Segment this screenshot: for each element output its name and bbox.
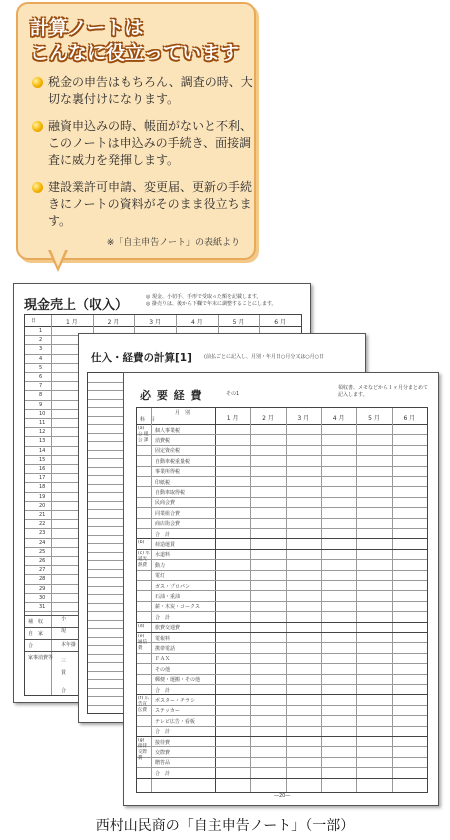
grid-line bbox=[137, 653, 427, 654]
grid-line bbox=[137, 632, 427, 633]
expense-item: 合 計 bbox=[155, 614, 171, 621]
expense-item: 消費税 bbox=[155, 437, 171, 444]
grid-line bbox=[137, 486, 427, 487]
doc1-title: 現金売上（収入） bbox=[24, 298, 129, 313]
section-label: (c) 水道光熱費 bbox=[138, 550, 150, 568]
expense-item: 動力 bbox=[155, 562, 166, 569]
day-number: 14 bbox=[39, 447, 46, 454]
day-number: 20 bbox=[39, 502, 46, 509]
grid-line bbox=[137, 601, 427, 602]
doc1-note: ◎ 掛売りは、後から下欄で年末に調整することにします。 bbox=[146, 301, 277, 307]
grid-line bbox=[137, 726, 427, 727]
expense-item: 電報料 bbox=[155, 635, 171, 642]
expense-item: 自動車税重量税 bbox=[155, 458, 191, 465]
doc2-title: 仕入・経費の計算[1] bbox=[91, 352, 192, 364]
necessary-expenses-sheet bbox=[123, 372, 439, 806]
figure-caption: 西村山民商の「自主申告ノート」（一部） bbox=[95, 818, 355, 834]
month-header: 6 月 bbox=[274, 319, 287, 326]
day-number: 12 bbox=[39, 429, 46, 436]
grid-line bbox=[137, 497, 427, 498]
callout-bullet-text: 税金の申告はもちろん、調査の時、大切な裏付けになります。 bbox=[48, 75, 253, 106]
callout-title-line2: こんなに役立っています bbox=[30, 42, 240, 64]
page-number: ―20― bbox=[274, 793, 291, 799]
grid-line bbox=[137, 611, 427, 612]
day-number: 19 bbox=[39, 493, 46, 500]
grid-line bbox=[137, 570, 427, 571]
expense-item: 電灯 bbox=[155, 573, 166, 580]
expense-item: 接待費 bbox=[155, 739, 171, 746]
day-number: 23 bbox=[39, 530, 46, 537]
day-number: 16 bbox=[39, 466, 46, 472]
grid-line bbox=[137, 590, 427, 591]
doc2-note: (前払ごとに記入し、月別・年月日○月分又は○月○日 bbox=[204, 354, 325, 360]
expense-item: 合 計 bbox=[155, 531, 171, 538]
day-number: 13 bbox=[39, 438, 46, 445]
expense-item: 薪・木炭・コークス bbox=[155, 604, 200, 611]
day-number: 6 bbox=[39, 374, 43, 380]
day-number: 27 bbox=[39, 567, 46, 574]
day-number: 4 bbox=[39, 355, 43, 362]
info-callout bbox=[16, 2, 256, 260]
bullet-dot-icon bbox=[32, 121, 43, 132]
callout-title-line1: 計算ノートは bbox=[30, 17, 144, 39]
grid-line bbox=[137, 466, 427, 467]
month-header: 3 月 bbox=[297, 415, 310, 422]
day-number: 1 bbox=[39, 328, 43, 334]
grid-line bbox=[137, 455, 427, 456]
expense-item: ガス・プロパン bbox=[155, 583, 191, 590]
expense-item: 荷造運賃 bbox=[155, 541, 176, 548]
side-label: 現 bbox=[61, 628, 67, 635]
doc3-subtitle: その1 bbox=[226, 391, 240, 397]
expense-item: 贈答品 bbox=[155, 760, 171, 767]
day-number: 28 bbox=[39, 576, 46, 583]
col-day-header: 日 bbox=[31, 318, 37, 324]
grid-line bbox=[137, 434, 427, 435]
expense-item: その他 bbox=[155, 666, 171, 673]
side-label: 合 bbox=[61, 688, 67, 695]
section-label: (g) 接待交際費 bbox=[138, 738, 147, 761]
section-label: (e) 通信費 bbox=[138, 634, 147, 651]
expense-item: 携帯電話 bbox=[155, 645, 176, 652]
month-header: 6 月 bbox=[403, 415, 416, 422]
day-number: 2 bbox=[39, 337, 43, 344]
header-item-label: 科 目 bbox=[140, 417, 156, 423]
grid-line bbox=[137, 778, 427, 779]
expense-item: ＦＡＸ bbox=[155, 656, 171, 663]
expense-item: 合 計 bbox=[155, 729, 171, 736]
day-number: 5 bbox=[39, 364, 43, 371]
section-label: (a) 公 租 公 課 bbox=[138, 426, 149, 443]
grid-line bbox=[137, 642, 427, 643]
expense-item: 事業所得税 bbox=[155, 469, 181, 476]
expense-item: 同業組合費 bbox=[155, 510, 181, 517]
grid-line bbox=[137, 507, 427, 508]
day-number: 30 bbox=[39, 594, 46, 601]
summary-label: 家事消費等 bbox=[28, 655, 54, 662]
grid-line bbox=[137, 549, 427, 550]
grid-line bbox=[137, 518, 427, 519]
expense-item: ポスター・チラシ bbox=[155, 697, 196, 704]
grid-line bbox=[137, 705, 427, 706]
expense-item: 商店街会費 bbox=[155, 521, 181, 528]
grid-line bbox=[137, 528, 427, 529]
grid-line bbox=[137, 476, 427, 477]
callout-title bbox=[30, 16, 244, 66]
callout-bullet bbox=[32, 74, 260, 108]
grid-line bbox=[137, 674, 427, 675]
doc1-note: ◎ 現金、小切手、手形で受取った額を記載します。 bbox=[146, 294, 262, 300]
month-header: 5 月 bbox=[232, 319, 245, 326]
grid-line bbox=[137, 767, 427, 768]
grid-line bbox=[137, 424, 427, 425]
expense-item: 民商会費 bbox=[155, 500, 176, 507]
grid-line bbox=[137, 580, 427, 581]
day-number: 3 bbox=[39, 346, 43, 353]
expense-item: 合 計 bbox=[155, 770, 171, 777]
grid-line bbox=[137, 445, 427, 446]
grid-line bbox=[137, 736, 427, 737]
bullet-dot-icon bbox=[32, 77, 43, 88]
month-header: 4 月 bbox=[190, 319, 203, 326]
day-number: 15 bbox=[39, 456, 46, 463]
day-number: 7 bbox=[39, 383, 43, 390]
day-number: 26 bbox=[39, 558, 46, 564]
month-header: 4 月 bbox=[332, 415, 345, 422]
grid-line bbox=[137, 715, 427, 716]
month-header: 3 月 bbox=[149, 319, 162, 326]
callout-bullet-text: 建設業許可申請、変更届、更新の手続きにノートの資料がそのまま役立ちます。 bbox=[48, 180, 253, 228]
bullet-dot-icon bbox=[32, 182, 43, 193]
callout-bullet bbox=[32, 179, 260, 230]
header-month-label: 月 別 bbox=[175, 410, 191, 416]
day-number: 18 bbox=[39, 484, 46, 491]
day-number: 11 bbox=[39, 420, 46, 426]
summary-label: 合 bbox=[28, 643, 34, 650]
side-label: 本年掛 bbox=[61, 642, 77, 649]
grid-line bbox=[137, 694, 427, 695]
doc3-note: 領収書、メモなどから１ヶ月分まとめて記入します。 bbox=[338, 385, 429, 398]
callout-source: ※「自主申告ノート」の表紙より bbox=[106, 238, 240, 248]
month-header: 2 月 bbox=[262, 415, 274, 422]
side-label: 賃 bbox=[61, 670, 67, 677]
grid-line bbox=[137, 559, 427, 560]
section-label: (d) bbox=[138, 623, 145, 629]
side-label: 三 bbox=[61, 658, 67, 665]
grid-line bbox=[137, 538, 427, 539]
grid-line bbox=[137, 663, 427, 664]
grid-line bbox=[137, 684, 427, 685]
callout-bullet bbox=[32, 118, 260, 169]
doc3-title: 必 要 経 費 bbox=[140, 389, 203, 402]
side-label: 小 bbox=[61, 616, 67, 623]
expense-item: 水道料 bbox=[155, 552, 171, 559]
day-number: 22 bbox=[39, 521, 46, 528]
day-number: 8 bbox=[39, 392, 43, 399]
grid-line bbox=[137, 746, 427, 747]
expense-item: テレビ広告・看板 bbox=[155, 718, 195, 725]
expense-item: 石油・重油 bbox=[155, 593, 181, 600]
month-header: 2 月 bbox=[107, 319, 120, 326]
grid-line bbox=[137, 622, 427, 623]
expense-item: 郵便・運搬・その他 bbox=[155, 677, 201, 684]
expenses-grid bbox=[136, 407, 428, 793]
day-number: 31 bbox=[39, 604, 46, 610]
day-number: 9 bbox=[39, 401, 43, 408]
callout-bullet-text: 融資申込みの時、帳面がないと不利、このノートは申込みの手続き、面接調査に威力を発揮します。 bbox=[48, 119, 253, 167]
day-number: 17 bbox=[39, 475, 46, 482]
day-number: 29 bbox=[39, 585, 46, 592]
month-header: 5 月 bbox=[368, 415, 380, 422]
expense-item: 自動車取得税 bbox=[155, 489, 186, 496]
day-number: 21 bbox=[39, 512, 46, 518]
expense-item: 合 計 bbox=[155, 687, 171, 694]
grid-line bbox=[137, 757, 427, 758]
day-number: 24 bbox=[39, 539, 46, 546]
expense-item: 個人事業税 bbox=[155, 427, 181, 434]
section-label: (f) 広告宣伝費 bbox=[138, 696, 150, 714]
day-number: 10 bbox=[39, 410, 46, 417]
summary-label: 補 収 bbox=[28, 619, 44, 626]
summary-label: 自 家 bbox=[28, 631, 44, 638]
section-label: (b) bbox=[138, 540, 145, 546]
expense-item: 交際費 bbox=[155, 749, 171, 756]
month-header: 1 月 bbox=[65, 319, 78, 326]
expense-item: 印紙税 bbox=[155, 479, 171, 486]
expense-item: 固定資産税 bbox=[155, 448, 181, 455]
month-header: 1 月 bbox=[226, 415, 239, 422]
expense-item: ステッカー bbox=[155, 708, 180, 715]
callout-tail bbox=[48, 250, 68, 272]
day-number: 25 bbox=[39, 548, 46, 555]
expense-item: 旅費交通費 bbox=[155, 625, 181, 632]
